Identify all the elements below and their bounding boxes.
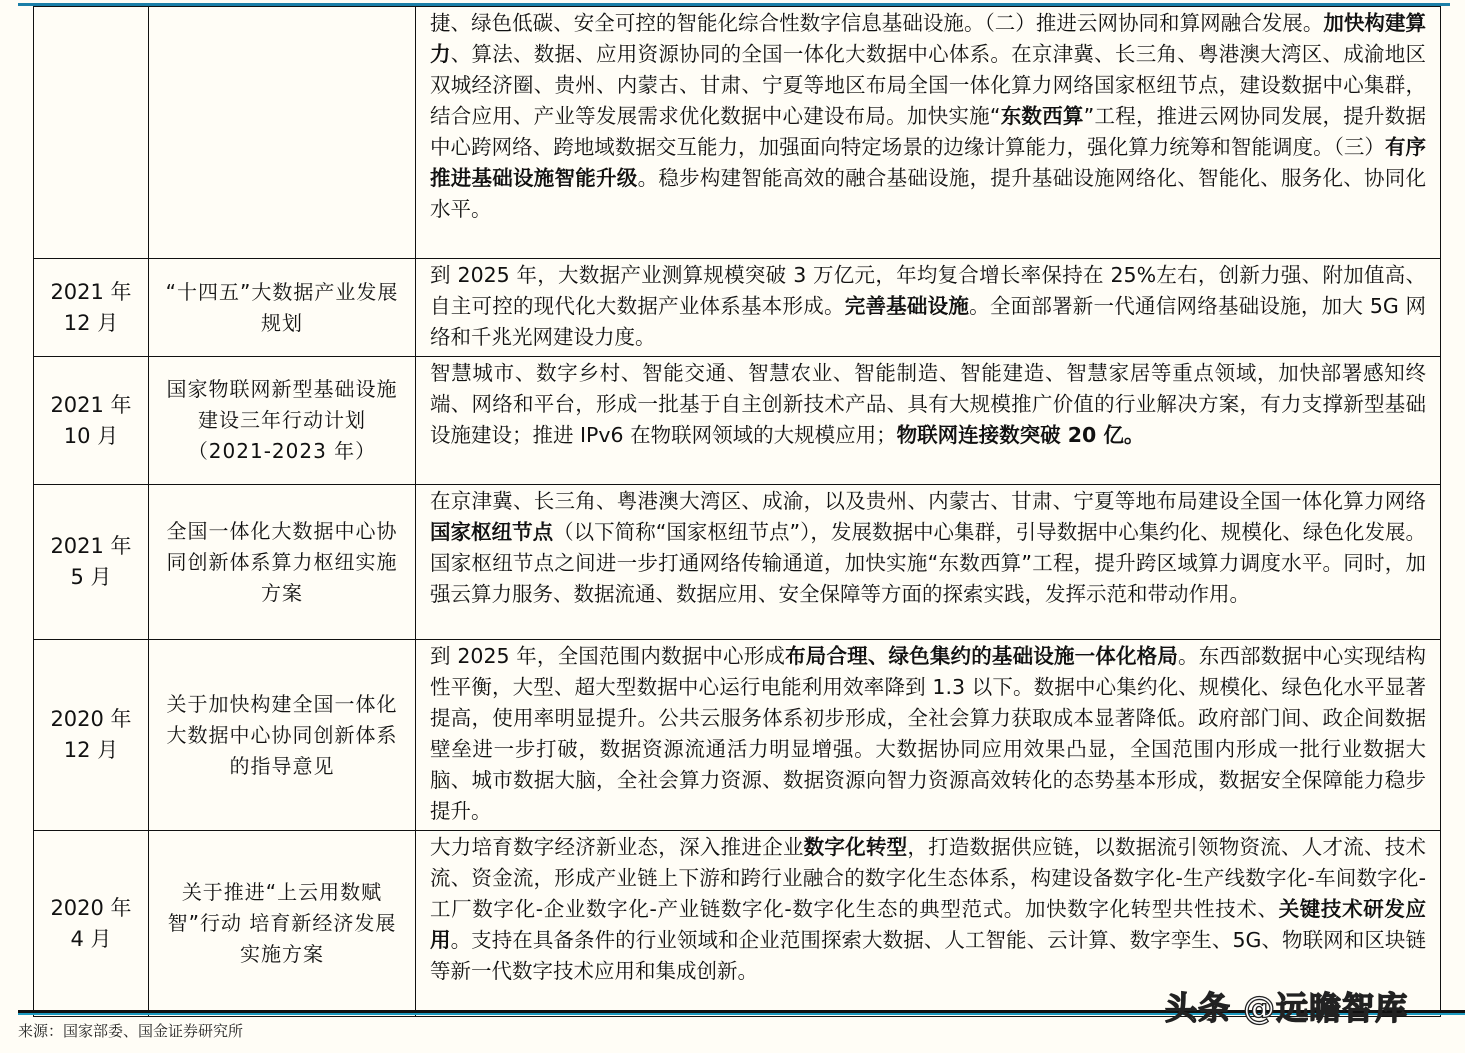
- content-text: 智慧城市、数字乡村、智能交通、智慧农业、智能制造、智能建造、智慧家居等重点领域，加快部署感知终端、网络和平台，形成一批基于自主创新技术产品、具有大规模推广价值的行业解决方案，有力支撑新型基础设施建设；推进 IPv6 在物联网领域的大规模应用；: [430, 361, 1426, 447]
- policy-content-cell: [416, 357, 1441, 485]
- content-text: 到 2025 年，全国范围内数据中心形成: [430, 644, 786, 668]
- date-year: 2020 年: [50, 895, 132, 920]
- date-cell: [34, 485, 149, 640]
- date-month: 12 月: [63, 310, 119, 335]
- content-text: 大力培育数字经济新业态，深入推进企业: [430, 835, 804, 859]
- policy-content-cell: [416, 259, 1441, 357]
- content-text: ”工程，推进云网协同发展，提升数据中心跨网络、跨地域数据交互能力，加强面向特定场景的边缘计算能力，强化算力统筹和智能调度。（三）: [430, 104, 1426, 159]
- table-row: [34, 640, 1441, 831]
- content-text: 在京津冀、长三角、粤港澳大湾区、成渝，以及贵州、内蒙古、甘肃、宁夏等地布局建设全国一体化算力网络: [430, 489, 1426, 513]
- highlight-text: 数字化转型: [803, 835, 908, 859]
- policy-title-cell: 关于加快构建全国一体化大数据中心协同创新体系的指导意见: [149, 640, 416, 831]
- policy-title-cell: “十四五”大数据产业发展规划: [149, 259, 416, 357]
- date-cell: [34, 357, 149, 485]
- highlight-text: 加快构建算力: [430, 11, 1427, 66]
- highlight-text: 东数西算: [1000, 104, 1084, 128]
- date-cell: [34, 259, 149, 357]
- highlight-text: 完善基础设施: [844, 294, 970, 318]
- content-text: 到 2025 年，大数据产业测算规模突破 3 万亿元，年均复合增长率保持在 25%左右，创新力强、附加值高、自主可控的现代化大数据产业体系基本形成。: [430, 263, 1426, 318]
- date-year: 2021 年: [50, 392, 132, 417]
- highlight-text: 布局合理、绿色集约的基础设施一体化格局: [785, 644, 1179, 668]
- policy-table: [33, 6, 1441, 1017]
- policy-title-cell: 国家物联网新型基础设施建设三年行动计划（2021-2023 年）: [149, 357, 416, 485]
- policy-content-cell: [416, 485, 1441, 640]
- date-cell: [34, 640, 149, 831]
- content-text: （以下简称“国家枢纽节点”），发展数据中心集群，引导数据中心集约化、规模化、绿色化发展。国家枢纽节点之间进一步打通网络传输通道，加快实施“东数西算”工程，提升跨区域算力调度水平。同时，加强云算力服务、数据流通、数据应用、安全保障等方面的探索实践，发挥示范和带动作用。: [430, 520, 1426, 606]
- policy-title-cell: 全国一体化大数据中心协同创新体系算力枢纽实施方案: [149, 485, 416, 640]
- date-cell: [34, 7, 149, 259]
- highlight-text: 国家枢纽节点: [430, 520, 554, 544]
- content-text: ，打造数据供应链，以数据流引领物资流、人才流、技术流、资金流，形成产业链上下游和跨行业融合的数字化生态体系，构建设备数字化-生产线数字化-车间数字化-工厂数字化-企业数字化-产业链数字化-数字化生态的典型范式。加快数字化转型共性技术、: [430, 835, 1427, 921]
- table-row: [34, 357, 1441, 485]
- policy-content-cell: [416, 640, 1441, 831]
- content-text: 。支持在具备条件的行业领域和企业范围探索大数据、人工智能、云计算、数字孪生、5G、物联网和区块链等新一代数字技术应用和集成创新。: [430, 928, 1426, 983]
- highlight-text: 关键技术研发应用: [430, 897, 1426, 952]
- date-cell: [34, 831, 149, 1017]
- date-year: 2020 年: [50, 707, 132, 731]
- date-month: 5 月: [70, 565, 112, 589]
- content-text: 、算法、数据、应用资源协同的全国一体化大数据中心体系。在京津冀、长三角、粤港澳大湾区、成渝地区双城经济圈、贵州、内蒙古、甘肃、宁夏等地区布局全国一体化算力网络国家枢纽节点，建设数据中心集群，结合应用、产业等发展需求优化数据中心建设布局。加快实施“: [430, 42, 1427, 128]
- content-text: 。东西部数据中心实现结构性平衡，大型、超大型数据中心运行电能利用效率降到 1.3 以下。数据中心集约化、规模化、绿色化水平显著提高，使用率明显提升。公共云服务体系初步形成，全社会算力获取成本显著降低。政府部门间、政企间数据壁垒进一步打破，数据资源流通活力明显增强。大数据协同应用效果凸显，全国范围内形成一批行业数据大脑、城市数据大脑，全社会算力资源、数据资源向智力资源高效转化的态势基本形成，数据安全保障能力稳步提升。: [430, 644, 1427, 823]
- watermark: 头条 @远瞻智库: [1165, 989, 1409, 1027]
- policy-title-cell: [149, 7, 416, 259]
- content-text: 。稳步构建智能高效的融合基础设施，提升基础设施网络化、智能化、服务化、协同化水平。: [430, 166, 1427, 221]
- date-month: 10 月: [63, 423, 119, 448]
- table-row: [34, 7, 1441, 259]
- date-month: 4 月: [70, 926, 112, 951]
- policy-content-cell: [416, 7, 1441, 259]
- content-text: 。全面部署新一代通信网络基础设施，加大 5G 网络和千兆光网建设力度。: [430, 294, 1427, 349]
- table-row: [34, 485, 1441, 640]
- highlight-text: 物联网连接数突破 20 亿。: [896, 423, 1145, 447]
- content-text: 捷、绿色低碳、安全可控的智能化综合性数字信息基础设施。（二）推进云网协同和算网融合发展。: [430, 11, 1324, 35]
- source-note: 来源：国家部委、国金证券研究所: [18, 1022, 244, 1040]
- table-row: [34, 259, 1441, 357]
- date-year: 2021 年: [50, 534, 132, 558]
- date-year: 2021 年: [50, 279, 132, 304]
- policy-title-cell: 关于推进“上云用数赋智”行动 培育新经济发展实施方案: [149, 831, 416, 1017]
- highlight-text: 有序推进基础设施智能升级: [430, 135, 1427, 190]
- date-month: 12 月: [63, 738, 119, 762]
